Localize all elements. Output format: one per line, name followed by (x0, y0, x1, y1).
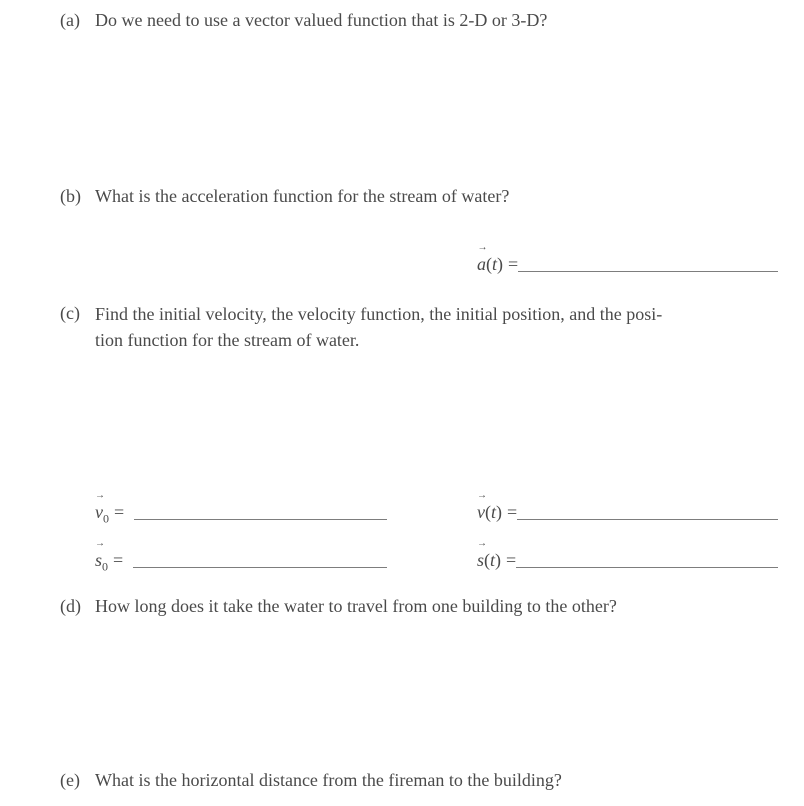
question-e-text: What is the horizontal distance from the fireman to the building? (95, 770, 562, 790)
vector-s: → s (477, 538, 487, 570)
math-label-a-of-t: → a(t) = (477, 242, 519, 274)
answer-blank-v-of-t (517, 519, 778, 520)
answer-row-v-initial (95, 490, 387, 526)
math-label-v-initial: → $v_0$ = (95, 490, 125, 526)
answer-blank-a-of-t (518, 271, 778, 272)
vector-arrow-icon: → (477, 538, 487, 549)
answer-row-s-of-t (477, 538, 778, 571)
vector-arrow-icon: → (95, 490, 105, 501)
vector-v: → v (477, 490, 487, 522)
question-b-label: (b) (60, 186, 81, 206)
vector-arrow-icon: → (95, 538, 105, 549)
question-c-text (95, 301, 662, 353)
answer-blank-s-initial (133, 567, 387, 568)
math-label-s-of-t: → s(t) = (477, 538, 517, 570)
math-label-v-of-t: → v(t) = (477, 490, 518, 522)
question-a (60, 8, 547, 32)
question-b (60, 184, 509, 208)
question-c-label: (c) (60, 303, 80, 323)
question-e-label: (e) (60, 770, 80, 790)
answer-row-a-of-t (477, 242, 778, 275)
vector-arrow-icon: → (477, 242, 488, 253)
question-d-label: (d) (60, 596, 81, 616)
vector-arrow-icon: → (477, 490, 487, 501)
question-c-line2: tion function for the stream of water. (95, 330, 360, 350)
question-b-text: What is the acceleration function for the stream of water? (95, 186, 510, 206)
question-a-label: (a) (60, 10, 80, 30)
answer-blank-v-initial (134, 519, 387, 520)
vector-a: → a (477, 242, 488, 274)
answer-blank-s-of-t (516, 567, 778, 568)
math-label-s-initial: → $s_0$ = (95, 538, 124, 574)
question-e (60, 768, 562, 792)
question-a-text: Do we need to use a vector valued function that is 2-D or 3-D? (95, 10, 548, 30)
answer-row-v-of-t (477, 490, 778, 523)
question-c (60, 301, 662, 353)
answer-row-s-initial (95, 538, 387, 574)
question-c-line1: Find the initial velocity, the velocity function, the initial position, and the posi- (95, 304, 663, 324)
question-d (60, 594, 617, 618)
vector-s: → s (95, 538, 105, 570)
question-d-text: How long does it take the water to travel from one building to the other? (95, 596, 617, 616)
vector-v: → v (95, 490, 105, 522)
